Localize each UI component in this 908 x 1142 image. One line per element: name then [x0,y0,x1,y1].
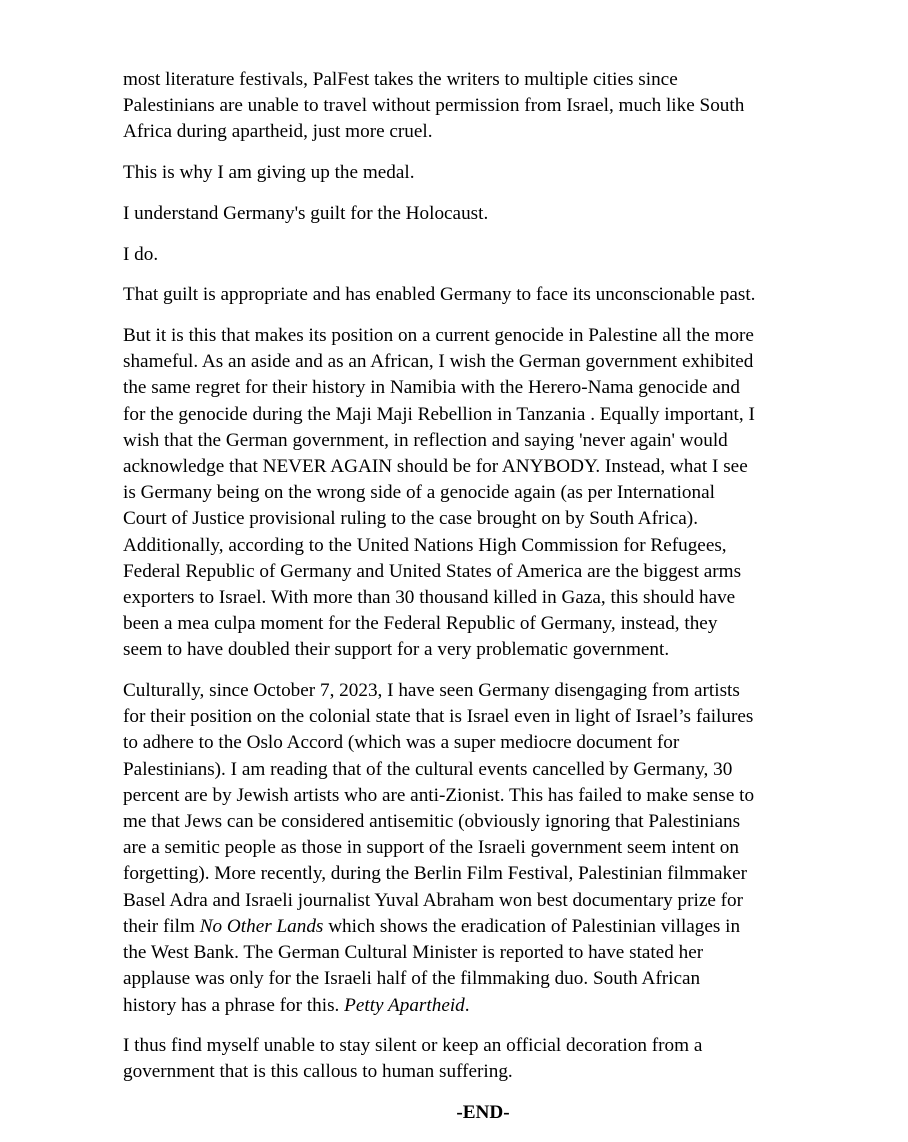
paragraph-understand-guilt [123,201,843,227]
text-line: shameful. As an aside and as an African, I wish the German government exhibited [123,351,754,373]
text-line: to adhere to the Oslo Accord (which was a super mediocre document for [123,732,680,754]
text-line: I thus find myself unable to stay silent or keep an official decoration from a [123,1035,703,1057]
text-line: Court of Justice provisional ruling to the case brought on by South Africa). [123,508,698,530]
text-line: for the genocide during the Maji Maji Rebellion in Tanzania . Equally important, I [123,403,755,425]
text-run: history has a phrase for this. [123,994,345,1016]
text-run: their film [123,915,200,937]
text-line: I do. [123,243,159,265]
text-line: Africa during apartheid, just more cruel. [123,121,433,143]
paragraph-conclusion [123,1033,843,1085]
text-line: government that is this callous to human suffering. [123,1061,513,1083]
text-line: Basel Adra and Israeli journalist Yuval Abraham won best documentary prize for [123,889,744,911]
letter-body [123,67,843,1126]
text-line: But it is this that makes its position on a current genocide in Palestine all the more [123,324,754,346]
text-line: for their position on the colonial state that is Israel even in light of Israel’s failures [123,706,754,728]
text-line: Federal Republic of Germany and United States of America are the biggest arms [123,560,742,582]
text-line: applause was only for the Israeli half of the filmmaking duo. South African [123,968,701,990]
text-line: the West Bank. The German Cultural Minister is reported to have stated her [123,942,704,964]
paragraph-cultural [123,678,843,1019]
text-line: acknowledge that NEVER AGAIN should be for ANYBODY. Instead, what I see [123,455,748,477]
text-line: most literature festivals, PalFest takes the writers to multiple cities since [123,69,678,90]
film-title: No Other Lands [199,915,324,937]
text-line: me that Jews can be considered antisemitic (obviously ignoring that Palestinians [123,811,741,833]
text-line: seem to have doubled their support for a very problematic government. [123,639,670,661]
paragraph-palfest [123,67,843,146]
paragraph-i-do [123,242,843,268]
text-line-film-title [123,914,843,940]
emphasized-phrase: Petty Apartheid [344,994,465,1016]
text-line: the same regret for their history in Namibia with the Herero-Nama genocide and [123,377,740,399]
text-line: Culturally, since October 7, 2023, I have seen Germany disengaging from artists [123,680,740,702]
text-line-petty-apartheid [123,993,843,1019]
text-line: That guilt is appropriate and has enabled Germany to face its unconscionable past. [123,284,756,306]
text-line: been a mea culpa moment for the Federal Republic of Germany, instead, they [123,613,718,635]
text-run: . [464,994,470,1016]
text-run: which shows the eradication of Palestinian villages in [323,915,741,937]
paragraph-giving-up-medal [123,160,843,186]
text-line: I understand Germany's guilt for the Holocaust. [123,202,489,224]
text-line: exporters to Israel. With more than 30 thousand killed in Gaza, this should have [123,586,736,608]
text-line: Palestinians). I am reading that of the cultural events cancelled by Germany, 30 [123,758,733,780]
text-line: is Germany being on the wrong side of a genocide again (as per International [123,482,715,504]
text-line: percent are by Jewish artists who are anti-Zionist. This has failed to make sense to [123,784,755,806]
text-line: forgetting). More recently, during the Berlin Film Festival, Palestinian filmmaker [123,863,747,885]
text-line: are a semitic people as those in support of the Israeli government seem intent on [123,837,739,859]
text-line: Palestinians are unable to travel without permission from Israel, much like South [123,95,745,117]
text-line: Additionally, according to the United Nations High Commission for Refugees, [123,534,727,556]
text-line: wish that the German government, in reflection and saying 'never again' would [123,429,728,451]
end-marker: -END- [456,1102,510,1124]
paragraph-guilt-appropriate [123,282,843,308]
text-line: This is why I am giving up the medal. [123,162,415,184]
paragraph-genocide-palestine [123,323,843,664]
